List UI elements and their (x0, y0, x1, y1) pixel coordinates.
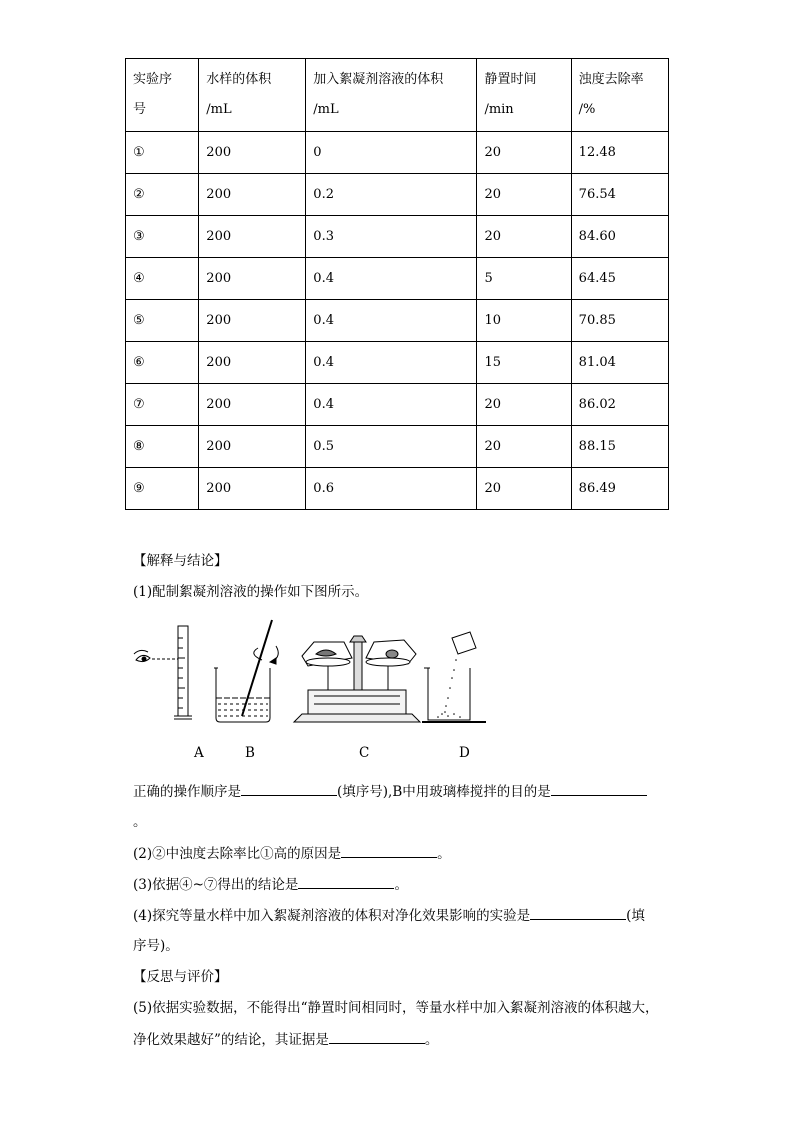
question-1-intro: (1)配制絮凝剂溶液的操作如下图所示。 (133, 584, 369, 600)
table-cell: 20 (477, 216, 571, 258)
header-cell-water-volume: 水样的体积 /mL (199, 59, 306, 132)
table-cell: 0.5 (306, 426, 477, 468)
header-cell-index: 实验序 号 (126, 59, 199, 132)
table-cell: ⑧ (126, 426, 199, 468)
table-row (126, 426, 669, 468)
table-cell: 20 (477, 174, 571, 216)
table-cell: ⑨ (126, 468, 199, 510)
table-cell: 5 (477, 258, 571, 300)
experiment-table (125, 58, 669, 510)
figure-label-c: C (359, 745, 370, 761)
table-cell: 200 (199, 342, 306, 384)
section-title-conclusion: 【解释与结论】 (133, 553, 228, 569)
table-row (126, 216, 669, 258)
table-row (126, 174, 669, 216)
table-cell: 70.85 (571, 300, 668, 342)
answer-blank-q3[interactable] (298, 874, 394, 889)
question-1-line (133, 781, 647, 802)
question-4-text: (4)探究等量水样中加入絮凝剂溶液的体积对净化效果影响的实验是 (133, 908, 531, 924)
table-cell: 0.4 (306, 342, 477, 384)
table-cell: 86.02 (571, 384, 668, 426)
figure-label-a: A (194, 745, 204, 761)
question-2 (133, 843, 451, 864)
table-cell: 20 (477, 426, 571, 468)
graduated-cylinder-icon (174, 626, 192, 719)
table-cell: 200 (199, 426, 306, 468)
table-cell: 81.04 (571, 342, 668, 384)
table-cell: ⑥ (126, 342, 199, 384)
table-row (126, 468, 669, 510)
eye-icon (134, 650, 150, 661)
question-3-end: 。 (394, 877, 408, 893)
header-cell-turbidity-removal: 浊度去除率 /% (571, 59, 668, 132)
question-1-text-b: (填序号),B中用玻璃棒搅拌的目的是 (337, 784, 551, 800)
question-4-text-b: (填 (626, 908, 645, 924)
beaker-stirring-icon (214, 620, 278, 722)
question-1-text-a: 正确的操作顺序是 (133, 784, 241, 800)
table-cell: ① (126, 132, 199, 174)
table-cell: 200 (199, 258, 306, 300)
table-cell: 0.4 (306, 300, 477, 342)
table-cell: ③ (126, 216, 199, 258)
section-title-reflection: 【反思与评价】 (133, 969, 228, 985)
table-cell: 200 (199, 300, 306, 342)
table-row (126, 384, 669, 426)
table-cell: ④ (126, 258, 199, 300)
procedure-figure (130, 618, 490, 768)
question-1-end: 。 (133, 814, 147, 830)
table-cell: 0 (306, 132, 477, 174)
answer-blank-q2[interactable] (341, 843, 437, 858)
table-cell: 0.4 (306, 384, 477, 426)
table-cell: 200 (199, 216, 306, 258)
balance-scale-icon (294, 636, 420, 722)
table-cell: 0.4 (306, 258, 477, 300)
table-cell: 86.49 (571, 468, 668, 510)
table-cell: ⑤ (126, 300, 199, 342)
question-3-text: (3)依据④~⑦得出的结论是 (133, 877, 299, 893)
answer-blank-purpose[interactable] (551, 781, 647, 796)
table-cell: 10 (477, 300, 571, 342)
table-cell: 15 (477, 342, 571, 384)
table-row (126, 258, 669, 300)
question-4-line2: 序号)。 (133, 938, 179, 954)
question-4 (133, 905, 645, 926)
table-cell: 0.2 (306, 174, 477, 216)
table-cell: 200 (199, 132, 306, 174)
question-2-end: 。 (437, 846, 451, 862)
table-cell: 0.6 (306, 468, 477, 510)
beaker-powder-icon (422, 632, 486, 722)
table-row (126, 300, 669, 342)
question-5-text: 净化效果越好”的结论，其证据是 (133, 1032, 329, 1048)
question-3 (133, 874, 408, 895)
question-5-end: 。 (424, 1032, 439, 1048)
header-cell-standing-time: 静置时间 /min (477, 59, 571, 132)
table-cell: 76.54 (571, 174, 668, 216)
table-cell: 84.60 (571, 216, 668, 258)
question-2-text: (2)②中浊度去除率比①高的原因是 (133, 846, 342, 862)
answer-blank-q4[interactable] (530, 905, 626, 920)
figure-label-d: D (459, 745, 470, 761)
table-row (126, 132, 669, 174)
table-cell: 20 (477, 132, 571, 174)
question-5-line1: (5)依据实验数据，不能得出“静置时间相同时，等量水样中加入絮凝剂溶液的体积越大， (133, 1000, 659, 1016)
table-cell: ② (126, 174, 199, 216)
figure-label-b: B (245, 745, 255, 761)
table-cell: 12.48 (571, 132, 668, 174)
question-5-line2 (133, 1029, 438, 1050)
answer-blank-order[interactable] (241, 781, 337, 796)
table-cell: ⑦ (126, 384, 199, 426)
table-cell: 200 (199, 468, 306, 510)
table-row (126, 342, 669, 384)
table-cell: 88.15 (571, 426, 668, 468)
header-cell-flocculant-volume: 加入絮凝剂溶液的体积 /mL (306, 59, 477, 132)
table-cell: 20 (477, 468, 571, 510)
table-cell: 200 (199, 174, 306, 216)
table-cell: 64.45 (571, 258, 668, 300)
table-cell: 200 (199, 384, 306, 426)
answer-blank-q5[interactable] (329, 1029, 425, 1044)
table-cell: 20 (477, 384, 571, 426)
table-cell: 0.3 (306, 216, 477, 258)
table-header-row (126, 59, 669, 132)
